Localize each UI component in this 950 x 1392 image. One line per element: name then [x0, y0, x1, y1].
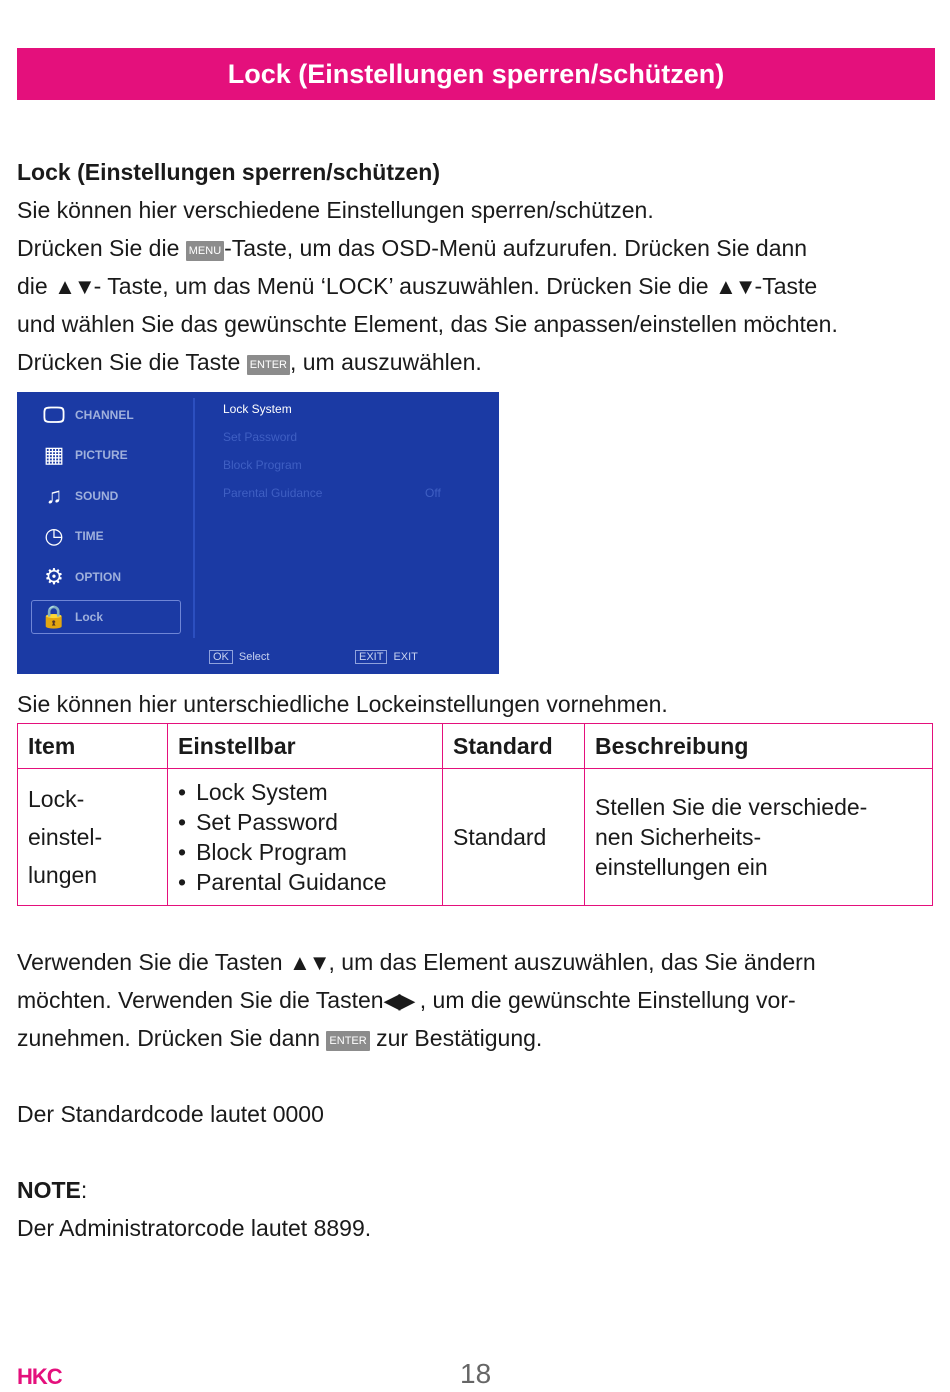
note-heading	[17, 1171, 87, 1209]
table-cell-options	[168, 769, 443, 906]
intro-line-5	[17, 343, 482, 381]
description-line: einstellungen ein	[595, 854, 768, 880]
intro-line-3-a: die	[17, 273, 55, 299]
usage-line-2-a: möchten. Verwenden Sie die Tasten	[17, 987, 384, 1013]
usage-line-1	[17, 943, 816, 982]
note-label: NOTE	[17, 1177, 81, 1203]
usage-line-3	[17, 1019, 542, 1057]
osd-exit-key: EXIT	[355, 650, 387, 664]
osd-ok-key: OK	[209, 650, 233, 664]
intro-line-4: und wählen Sie das gewünschte Element, das Sie anpassen/einstellen möchten.	[17, 311, 838, 337]
osd-sidebar-label: PICTURE	[75, 448, 128, 462]
osd-sidebar-sound	[39, 481, 118, 511]
table-header: Beschreibung	[585, 724, 933, 769]
intro-line-2-a: Drücken Sie die	[17, 235, 186, 261]
music-note-icon: ♫	[45, 483, 63, 508]
table-header-row	[18, 724, 933, 769]
osd-sidebar-label: TIME	[75, 529, 104, 543]
osd-footer-exit	[355, 650, 418, 664]
usage-line-3-a: zunehmen. Drücken Sie dann	[17, 1025, 327, 1051]
osd-sidebar-label: Lock	[75, 610, 104, 624]
usage-line-1-b: , um das Element auszuwählen, das Sie ändern	[328, 949, 816, 975]
item-line: einstel-	[28, 824, 103, 850]
lock-icon: 🔒	[40, 604, 68, 629]
osd-menu-parental-guidance: Parental Guidance	[223, 486, 323, 500]
section-heading: Lock (Einstellungen sperren/schützen)	[17, 159, 441, 185]
intro-line-5-a: Drücken Sie die Taste	[17, 349, 247, 375]
usage-line-3-b: zur Bestätigung.	[369, 1025, 543, 1051]
intro-line-2-b: -Taste, um das OSD-Menü aufzurufen. Drücken Sie dann	[224, 235, 808, 261]
osd-menu-screenshot	[17, 392, 499, 674]
osd-menu-set-password: Set Password	[223, 430, 298, 444]
left-right-arrows-icon: ◀▶	[383, 988, 414, 1013]
up-down-arrows-icon: ▲▼	[288, 950, 329, 975]
intro-line-3-b: - Taste, um das Menü ‘LOCK’ auszuwählen. Drücken Sie die	[93, 273, 715, 299]
osd-sidebar-picture	[39, 440, 128, 470]
table-header: Einstellbar	[168, 724, 443, 769]
page-banner: Lock (Einstellungen sperren/schützen)	[17, 48, 935, 100]
osd-sidebar-label: CHANNEL	[75, 408, 134, 422]
osd-menu-block-program: Block Program	[223, 458, 302, 472]
table-cell-item	[18, 769, 168, 906]
intro-line-5-b: , um auszuwählen.	[289, 349, 482, 375]
osd-sidebar-lock	[39, 602, 103, 632]
clock-icon: ◷	[44, 523, 64, 548]
intro-line-3	[17, 267, 817, 306]
list-item: • Set Password	[178, 807, 432, 837]
up-down-arrows-icon: ▲▼	[714, 274, 755, 299]
table-header: Item	[18, 724, 168, 769]
description-line: nen Sicherheits-	[595, 824, 762, 850]
monitor-icon: 🖵	[43, 402, 65, 427]
intro-line-2	[17, 229, 807, 267]
default-code-text: Der Standardcode lautet 0000	[17, 1101, 324, 1127]
osd-divider	[193, 398, 195, 638]
enter-key-icon: ENTER	[326, 1031, 369, 1051]
enter-key-icon: ENTER	[247, 355, 290, 375]
usage-line-2	[17, 981, 796, 1020]
brand-logo: HKC	[17, 1364, 62, 1389]
page-number: 18	[460, 1358, 492, 1389]
osd-exit-label: EXIT	[393, 651, 418, 663]
osd-footer-ok	[209, 650, 269, 664]
item-line: lungen	[28, 862, 98, 888]
osd-sidebar-channel	[39, 400, 134, 430]
usage-line-2-b: , um die gewünschte Einstellung vor-	[413, 987, 796, 1013]
list-item: • Block Program	[178, 837, 432, 867]
intro-line-3-c: -Taste	[754, 273, 818, 299]
usage-line-1-a: Verwenden Sie die Tasten	[17, 949, 289, 975]
osd-ok-label: Select	[238, 651, 270, 663]
list-item: • Parental Guidance	[178, 867, 432, 897]
osd-sidebar-label: OPTION	[75, 570, 122, 584]
osd-menu-parental-value: Off	[425, 486, 441, 500]
gear-icon: ⚙	[44, 564, 64, 589]
table-cell-description	[585, 769, 933, 906]
list-item: • Lock System	[178, 777, 432, 807]
table-header: Standard	[443, 724, 585, 769]
table-row	[18, 769, 933, 906]
up-down-arrows-icon: ▲▼	[54, 274, 94, 299]
lock-settings-table	[17, 723, 933, 906]
osd-sidebar-option	[39, 562, 121, 592]
note-colon: :	[80, 1177, 88, 1203]
note-text: Der Administratorcode lautet 8899.	[17, 1215, 372, 1241]
table-intro: Sie können hier unterschiedliche Lockeinstellungen vornehmen.	[17, 691, 668, 717]
osd-sidebar-time	[39, 521, 104, 551]
item-line: Lock-	[28, 786, 85, 812]
intro-line-1: Sie können hier verschiedene Einstellungen sperren/schützen.	[17, 197, 654, 223]
table-cell-standard: Standard	[443, 769, 585, 906]
osd-sidebar-label: SOUND	[75, 489, 119, 503]
options-list	[178, 777, 432, 897]
menu-key-icon: MENU	[186, 241, 224, 261]
osd-menu-lock-system: Lock System	[223, 402, 292, 416]
grid-icon: ▦	[43, 442, 65, 467]
description-line: Stellen Sie die verschiede-	[595, 794, 868, 820]
